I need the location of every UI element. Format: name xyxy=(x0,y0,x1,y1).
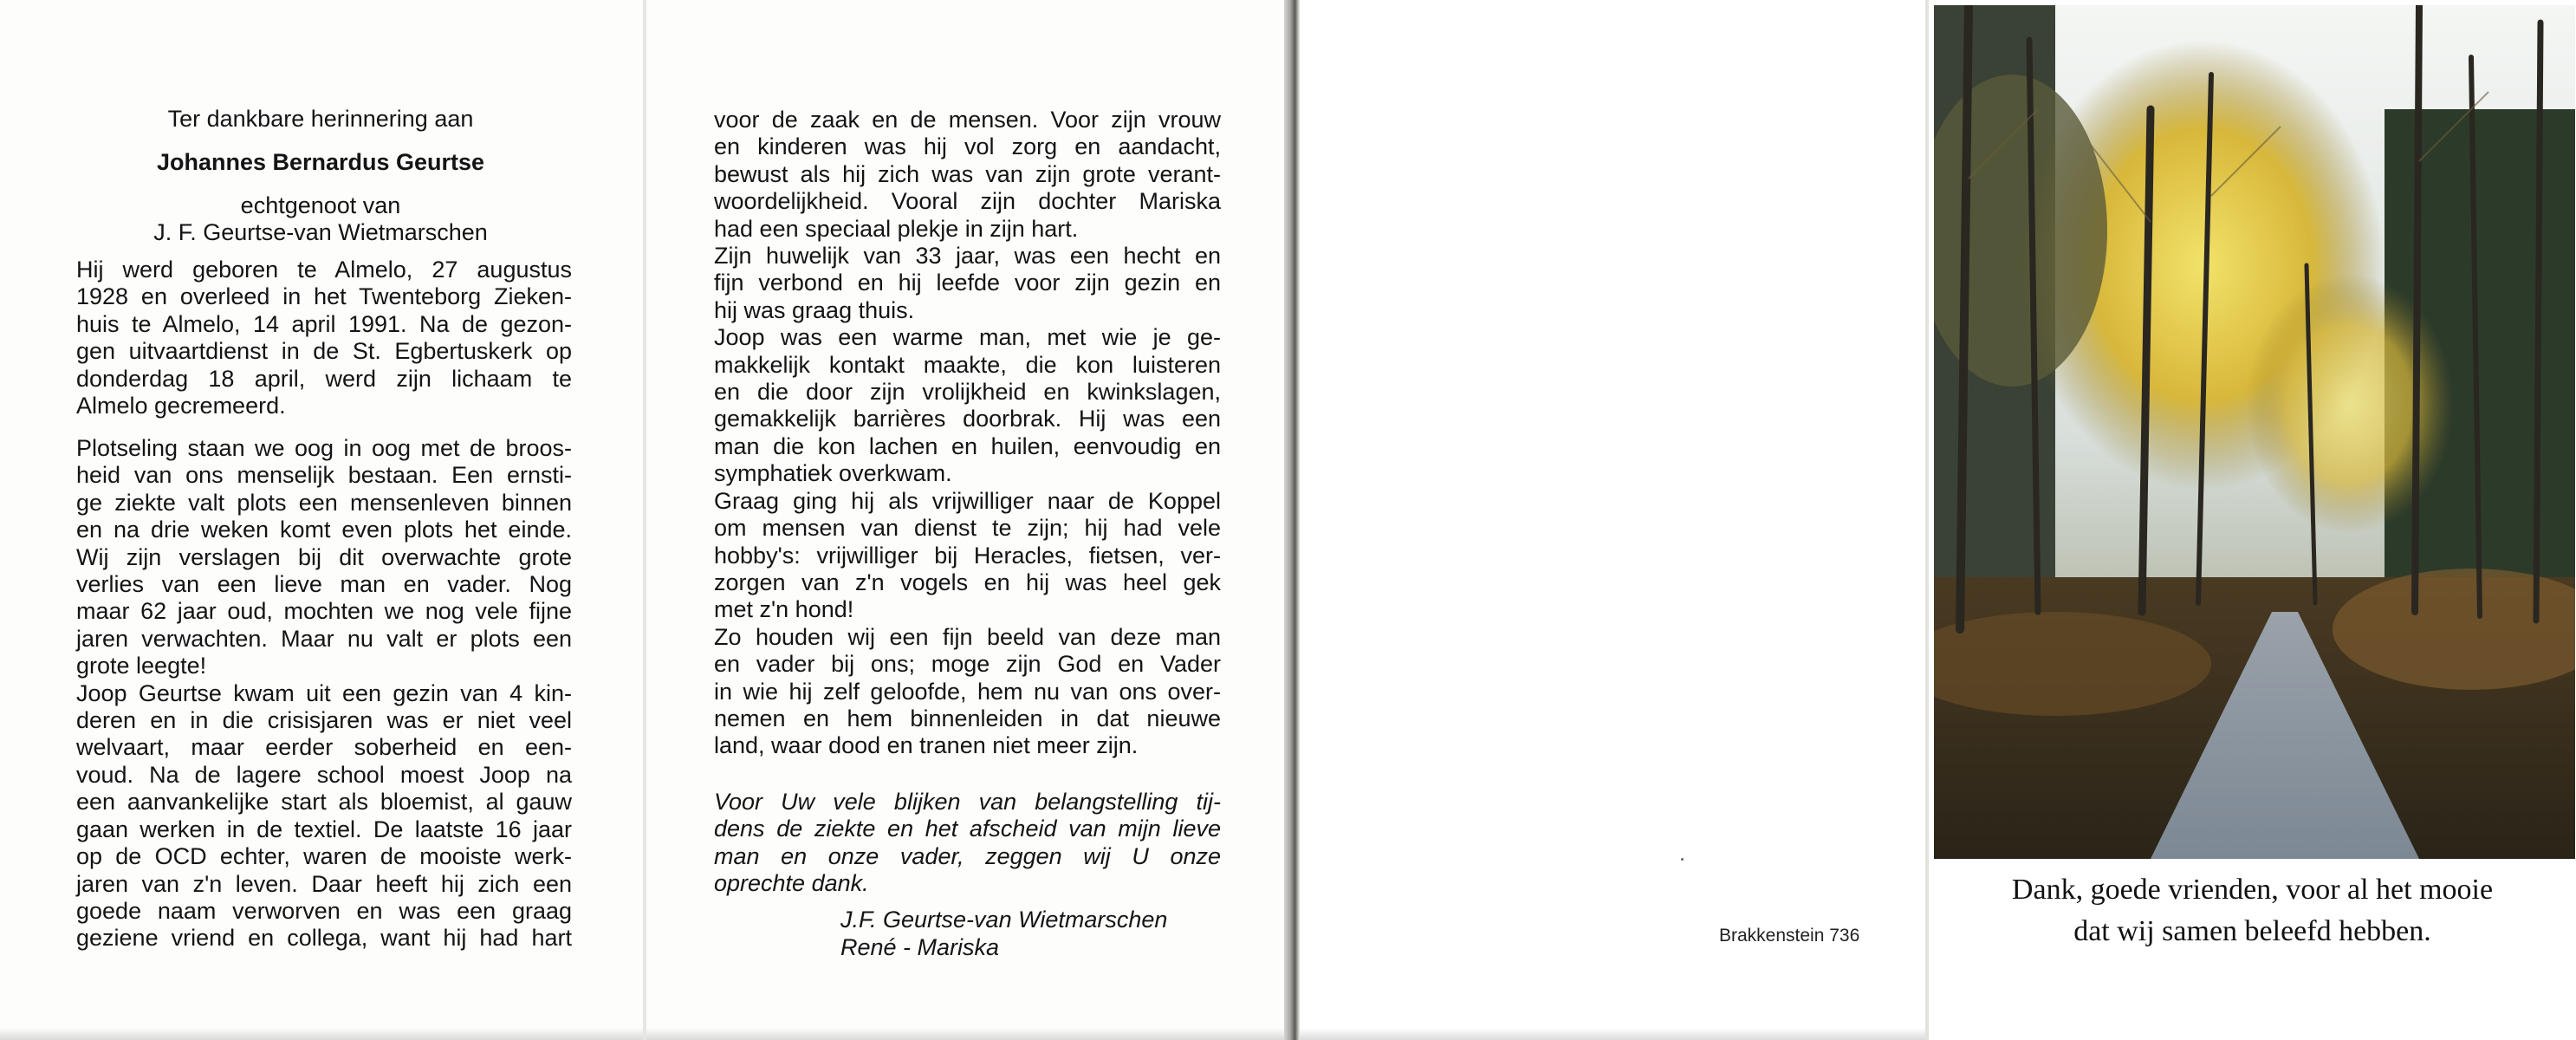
intro-line: Ter dankbare herinnering aan xyxy=(167,106,474,132)
page-edge-shadow xyxy=(0,1028,643,1040)
middle-page xyxy=(646,0,1284,1040)
text-line: gen uitvaartdienst in de St. Egbertuskerk op xyxy=(76,338,572,365)
card-spine-shadow xyxy=(1284,0,1300,1040)
back-page xyxy=(1300,0,1929,1040)
deceased-name: Johannes Bernardus Geurtse xyxy=(156,149,485,175)
biography-continued xyxy=(714,107,1221,760)
text-line: dens de ziekte en het afscheid van mijn lieve xyxy=(714,816,1221,842)
text-line: Hij werd geboren te Almelo, 27 augustus xyxy=(76,257,572,283)
text-line: op de OCD echter, waren de mooiste werk- xyxy=(76,843,572,870)
text-line: Zo houden wij een fijn beeld van deze man xyxy=(714,623,1221,650)
text-line: gaan werken in de textiel. De laatste 16 jaar xyxy=(76,816,572,842)
text-line: gemakkelijk barrières doorbrak. Hij was een xyxy=(714,406,1221,432)
caption-line-2: dat wij samen beleefd hebben. xyxy=(2073,915,2431,947)
text-line: Graag ging hij als vrijwilliger naar de Koppel xyxy=(714,487,1221,514)
text-line: nemen en hem binnenleiden in dat nieuwe xyxy=(714,705,1221,731)
text-line: symphatiek overkwam. xyxy=(714,460,952,487)
text-line: Voor Uw vele blijken van belangstelling tij- xyxy=(714,789,1221,815)
signature-line-1: J.F. Geurtse-van Wietmarschen xyxy=(840,907,1168,933)
text-line: bewust als hij zich was van zijn grote verant- xyxy=(714,160,1221,187)
text-line: en vader bij ons; moge zijn God en Vader xyxy=(714,651,1221,678)
autumn-forest-photo xyxy=(1934,5,2575,859)
text-line: in wie hij zelf geloofde, hem nu van ons over- xyxy=(714,678,1221,705)
caption-line-1: Dank, goede vrienden, voor al het mooie xyxy=(2011,874,2494,906)
text-line: hobby's: vrijwilliger bij Heracles, fietsen, ver- xyxy=(714,542,1221,569)
text-line: donderdag 18 april, werd zijn lichaam te xyxy=(76,365,572,392)
text-line: Joop was een warme man, met wie je ge- xyxy=(714,324,1221,351)
text-line: man en onze vader, zeggen wij U onze xyxy=(714,842,1221,869)
text-line: en die door zijn vrolijkheid en kwinkslagen, xyxy=(714,379,1221,406)
text-line: woordelijkheid. Vooral zijn dochter Mariska xyxy=(714,188,1221,215)
text-line: om mensen van dienst te zijn; hij had vele xyxy=(714,515,1221,542)
text-line: heid van ons menselijk bestaan. Een ernsti- xyxy=(76,462,572,489)
text-line: jaren van z'n leven. Daar heeft hij zich een xyxy=(76,870,572,897)
text-line: oprechte dank. xyxy=(714,870,869,897)
text-line: en kinderen was hij vol zorg en aandacht, xyxy=(714,133,1221,160)
text-line: goede naam verworven en was een graag xyxy=(76,897,572,924)
text-line: 1928 en overleed in het Twenteborg Zieken- xyxy=(76,283,572,310)
spouse-name: J. F. Geurtse-van Wietmarschen xyxy=(153,219,488,245)
text-line: voor de zaak en de mensen. Voor zijn vrouw xyxy=(714,107,1221,133)
left-page xyxy=(0,0,643,1040)
text-line: Plotseling staan we oog in oog met de broos- xyxy=(76,435,572,461)
text-line: welvaart, maar eerder soberheid en een- xyxy=(76,734,572,761)
text-line: huis te Almelo, 14 april 1991. Na de gezon- xyxy=(76,310,572,337)
text-line: Joop Geurtse kwam uit een gezin van 4 kin- xyxy=(76,679,572,706)
text-line: grote leegte! xyxy=(76,653,207,679)
text-line: met z'n hond! xyxy=(714,596,854,623)
text-line: maar 62 jaar oud, mochten we nog vele fijne xyxy=(76,598,572,625)
page-edge-shadow xyxy=(646,1028,1284,1040)
text-line: land, waar dood en tranen niet meer zijn. xyxy=(714,732,1139,759)
text-line: Wij zijn verslagen bij dit overwachte grote xyxy=(76,543,572,570)
text-line: Almelo gecremeerd. xyxy=(76,393,286,419)
text-line: deren en in die crisisjaren was er niet veel xyxy=(76,707,572,734)
printer-code: Brakkenstein 736 xyxy=(1719,926,1860,946)
text-line: verlies van een lieve man en vader. Nog xyxy=(76,571,572,598)
text-line: ge ziekte valt plots een mensenleven binnen xyxy=(76,489,572,516)
text-line: fijn verbond en hij leefde voor zijn gezin en xyxy=(714,270,1221,296)
text-line: had een speciaal plekje in zijn hart. xyxy=(714,215,1079,242)
thanks-paragraph xyxy=(714,789,1221,898)
text-line: geziene vriend en collega, want hij had hart xyxy=(76,925,572,952)
page-edge-shadow xyxy=(1300,1028,1929,1040)
text-line: voud. Na de lagere school moest Joop na xyxy=(76,761,572,788)
text-line: een aanvankelijke start als bloemist, al gauw xyxy=(76,789,572,816)
text-line: man die kon lachen en huilen, eenvoudig en xyxy=(714,432,1221,459)
paper-speck xyxy=(1681,858,1684,861)
text-line: Zijn huwelijk van 33 jaar, was een hecht en xyxy=(714,243,1221,270)
signature-line-2: René - Mariska xyxy=(840,934,1000,960)
spouse-role: echtgenoot van xyxy=(240,192,401,218)
biography-paragraph-1 xyxy=(76,257,572,419)
text-line: makkelijk kontakt maakte, die kon luisteren xyxy=(714,351,1221,378)
text-line: hij was graag thuis. xyxy=(714,296,915,323)
text-line: en na drie weken komt even plots het einde. xyxy=(76,517,572,543)
biography-paragraph-2 xyxy=(76,435,572,952)
text-line: jaren verwachten. Maar nu valt er plots een xyxy=(76,625,572,652)
text-line: zorgen van z'n vogels en hij was heel gek xyxy=(714,569,1221,595)
